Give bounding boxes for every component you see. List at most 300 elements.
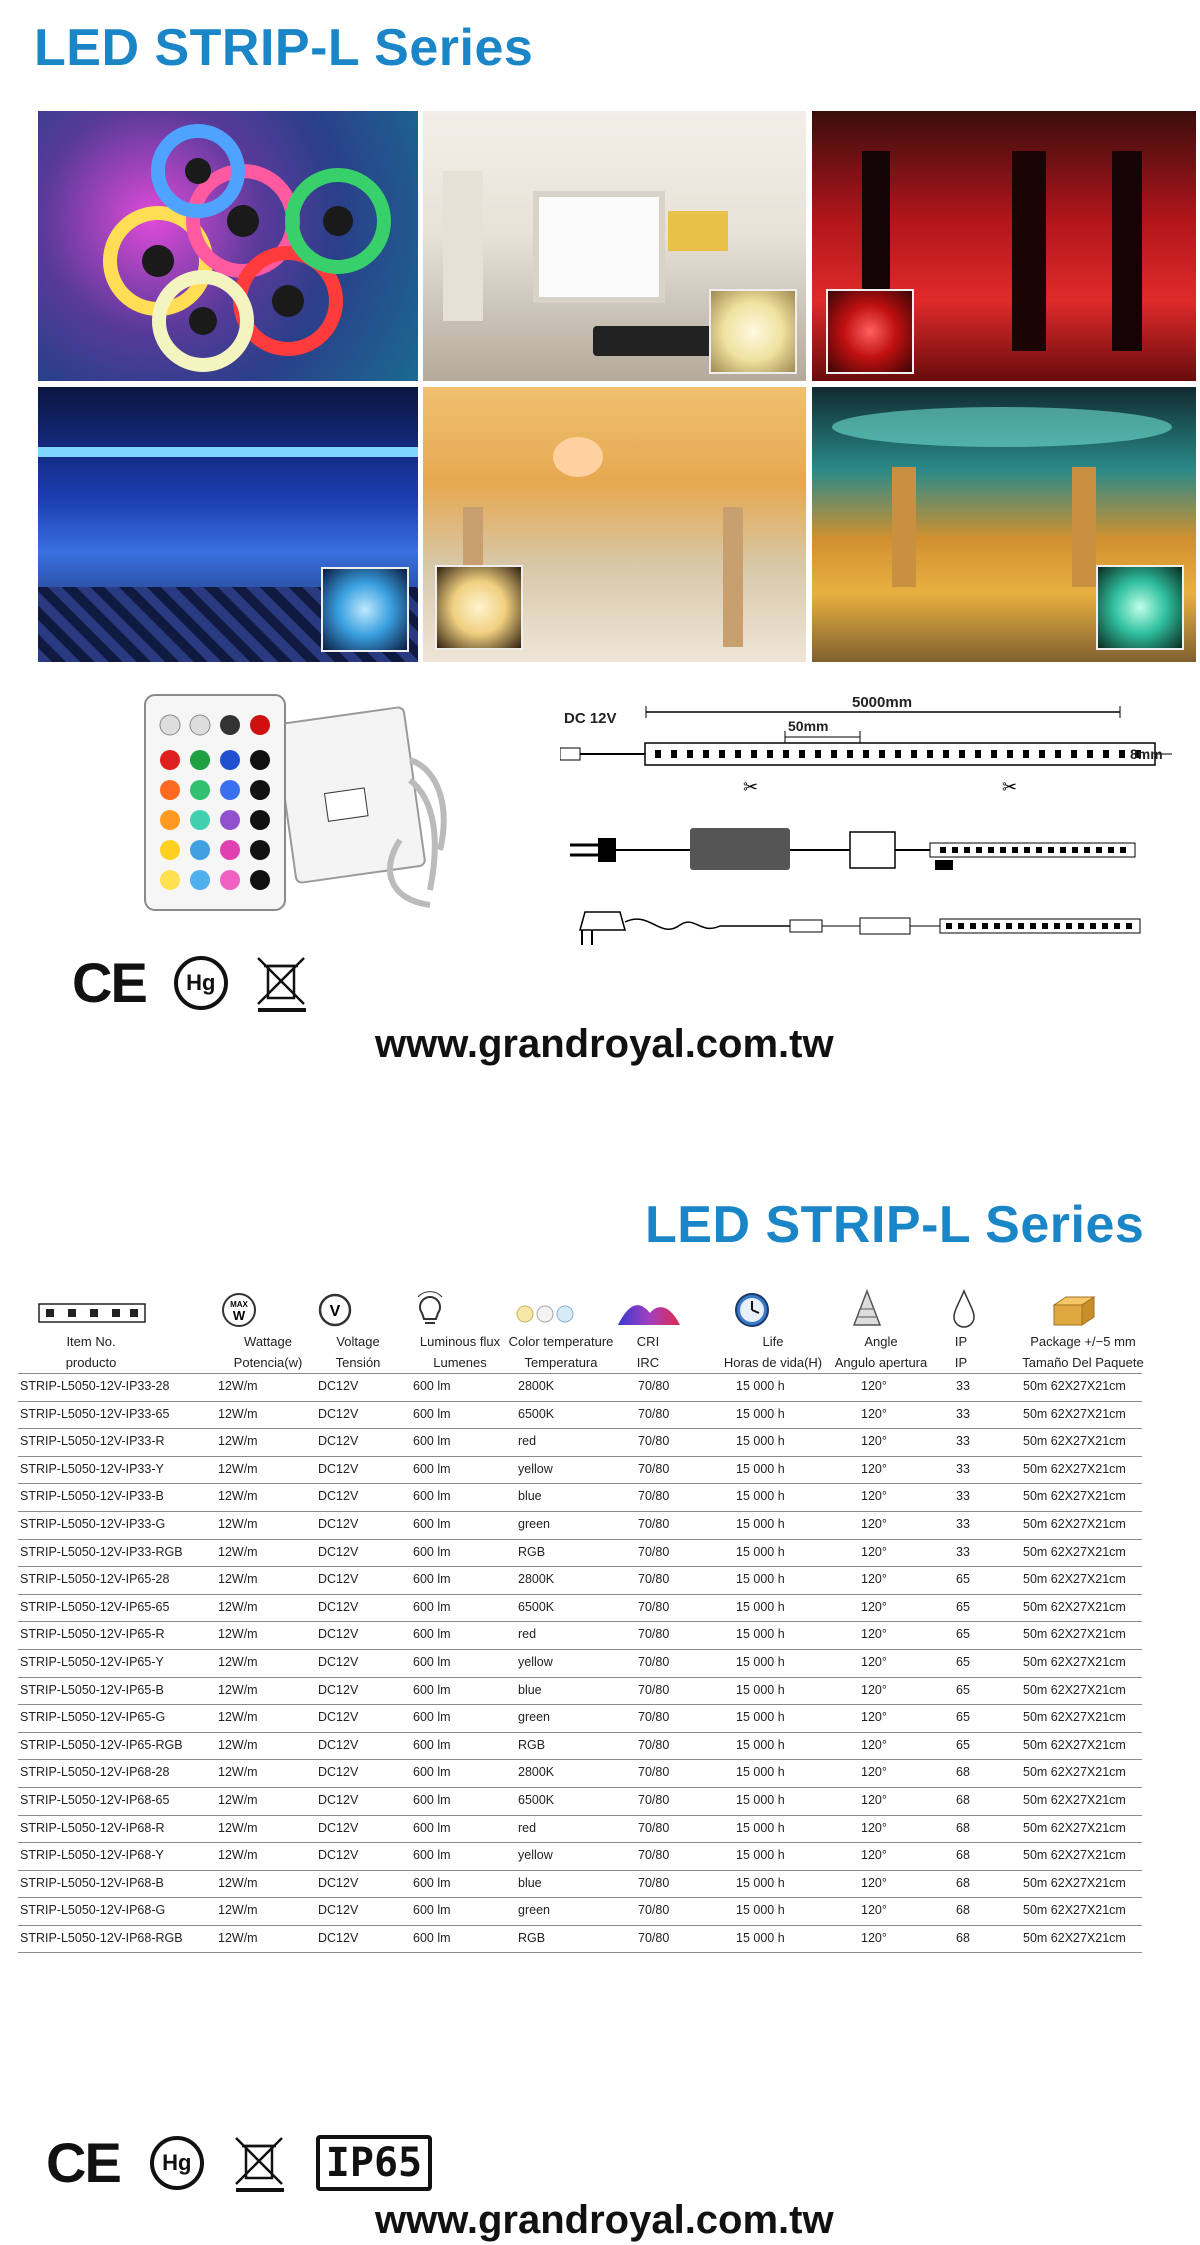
table-cell: 70/80 <box>638 1516 670 1531</box>
table-cell: 15 000 h <box>736 1489 785 1504</box>
photo-red-hall <box>812 111 1196 381</box>
table-cell: 50m 62X27X21cm <box>1023 1516 1126 1531</box>
table-cell: 120° <box>861 1406 887 1421</box>
table-cell: 33 <box>956 1489 970 1504</box>
table-header-icons <box>18 1283 1142 1331</box>
table-cell: 12W/m <box>218 1737 258 1752</box>
table-cell: yellow <box>518 1654 553 1669</box>
table-cell: DC12V <box>318 1710 359 1725</box>
header-label-es: Tamaño Del Paquete <box>1022 1355 1144 1370</box>
table-cell: green <box>518 1903 550 1918</box>
table-cell: 68 <box>956 1903 970 1918</box>
table-cell: 12W/m <box>218 1654 258 1669</box>
table-cell: 120° <box>861 1379 887 1393</box>
table-row <box>18 1457 1142 1485</box>
table-cell: 50m 62X27X21cm <box>1023 1434 1126 1449</box>
table-cell: 70/80 <box>638 1792 670 1807</box>
table-row <box>18 1678 1142 1706</box>
table-cell: 68 <box>956 1765 970 1780</box>
table-cell: 6500K <box>518 1406 555 1421</box>
drop-icon <box>952 1289 976 1329</box>
table-cell: DC12V <box>318 1820 359 1835</box>
svg-text:✂: ✂ <box>743 777 759 797</box>
table-cell: 15 000 h <box>736 1737 785 1752</box>
table-row <box>18 1898 1142 1926</box>
table-cell: 12W/m <box>218 1406 258 1421</box>
table-cell: STRIP-L5050-12V-IP68-65 <box>20 1792 170 1807</box>
table-cell: 12W/m <box>218 1765 258 1780</box>
table-cell: 50m 62X27X21cm <box>1023 1848 1126 1863</box>
table-cell: 12W/m <box>218 1792 258 1807</box>
table-cell: 120° <box>861 1461 887 1476</box>
header-cell <box>936 1331 986 1373</box>
header-label-es: Lumenes <box>433 1355 487 1370</box>
table-cell: 50m 62X27X21cm <box>1023 1765 1126 1780</box>
table-cell: DC12V <box>318 1627 359 1642</box>
table-cell: 50m 62X27X21cm <box>1023 1903 1126 1918</box>
table-cell: 65 <box>956 1572 970 1587</box>
table-cell: 70/80 <box>638 1737 670 1752</box>
clock-icon <box>733 1291 771 1329</box>
table-cell: 12W/m <box>218 1516 258 1531</box>
wattage-icon <box>220 1291 258 1329</box>
table-cell: DC12V <box>318 1434 359 1449</box>
table-row <box>18 1733 1142 1761</box>
table-cell: 120° <box>861 1710 887 1725</box>
table-cell: 15 000 h <box>736 1434 785 1449</box>
table-row <box>18 1788 1142 1816</box>
table-cell: red <box>518 1627 537 1642</box>
header-label-es: Angulo apertura <box>834 1355 928 1370</box>
table-cell: STRIP-L5050-12V-IP33-28 <box>20 1379 170 1393</box>
ce-mark-icon: CE <box>46 2131 120 2194</box>
table-cell: 600 lm <box>413 1572 451 1587</box>
table-cell: DC12V <box>318 1903 359 1918</box>
table-cell: 120° <box>861 1737 887 1752</box>
header-label-en: Item No. <box>66 1334 116 1349</box>
table-cell: blue <box>518 1875 542 1890</box>
header-label-es: IP <box>954 1355 968 1370</box>
angle-icon <box>852 1289 882 1329</box>
header-cell <box>36 1331 146 1373</box>
table-cell: RGB <box>518 1930 546 1945</box>
table-cell: 2800K <box>518 1379 555 1393</box>
table-cell: 600 lm <box>413 1875 451 1890</box>
table-cell: 120° <box>861 1544 887 1559</box>
page-title-secondary: LED STRIP-L Series <box>645 1196 1145 1254</box>
table-cell: 15 000 h <box>736 1461 785 1476</box>
table-cell: 120° <box>861 1930 887 1945</box>
table-cell: green <box>518 1516 550 1531</box>
table-cell: 15 000 h <box>736 1406 785 1421</box>
svg-text:MAX: MAX <box>230 1300 248 1309</box>
table-cell: STRIP-L5050-12V-IP65-Y <box>20 1654 164 1669</box>
header-label-es: Horas de vida(H) <box>723 1355 823 1370</box>
table-cell: 50m 62X27X21cm <box>1023 1710 1126 1725</box>
width-label: 8mm <box>1130 746 1163 762</box>
table-cell: 600 lm <box>413 1765 451 1780</box>
table-cell: 15 000 h <box>736 1627 785 1642</box>
table-cell: 12W/m <box>218 1682 258 1697</box>
weee-bin-icon <box>256 954 308 1012</box>
table-cell: 50m 62X27X21cm <box>1023 1792 1126 1807</box>
table-cell: 68 <box>956 1848 970 1863</box>
table-cell: 50m 62X27X21cm <box>1023 1820 1126 1835</box>
table-cell: green <box>518 1710 550 1725</box>
table-cell: 70/80 <box>638 1379 670 1393</box>
length-label: 5000mm <box>852 694 913 711</box>
table-cell: 6500K <box>518 1792 555 1807</box>
table-cell: 70/80 <box>638 1820 670 1835</box>
table-cell: STRIP-L5050-12V-IP68-G <box>20 1903 166 1918</box>
header-cell <box>496 1331 626 1373</box>
table-cell: 12W/m <box>218 1848 258 1863</box>
table-cell: 50m 62X27X21cm <box>1023 1599 1126 1614</box>
table-cell: STRIP-L5050-12V-IP68-RGB <box>20 1930 183 1945</box>
table-row <box>18 1540 1142 1568</box>
table-cell: 50m 62X27X21cm <box>1023 1544 1126 1559</box>
photo-living-room <box>423 111 806 381</box>
table-cell: 68 <box>956 1792 970 1807</box>
table-cell: DC12V <box>318 1516 359 1531</box>
header-label-en: Wattage <box>244 1334 292 1349</box>
table-cell: 600 lm <box>413 1406 451 1421</box>
table-row <box>18 1843 1142 1871</box>
table-cell: 12W/m <box>218 1489 258 1504</box>
table-cell: 12W/m <box>218 1544 258 1559</box>
table-cell: 70/80 <box>638 1434 670 1449</box>
table-cell: 12W/m <box>218 1572 258 1587</box>
table-cell: 50m 62X27X21cm <box>1023 1379 1126 1393</box>
table-cell: STRIP-L5050-12V-IP65-65 <box>20 1599 170 1614</box>
table-cell: 12W/m <box>218 1930 258 1945</box>
table-cell: 50m 62X27X21cm <box>1023 1654 1126 1669</box>
svg-text:V: V <box>329 1303 341 1320</box>
table-cell: yellow <box>518 1848 553 1863</box>
table-cell: STRIP-L5050-12V-IP65-RGB <box>20 1737 183 1752</box>
table-cell: 120° <box>861 1434 887 1449</box>
table-cell: 600 lm <box>413 1903 451 1918</box>
table-cell: 70/80 <box>638 1903 670 1918</box>
table-cell: 33 <box>956 1406 970 1421</box>
table-cell: 600 lm <box>413 1434 451 1449</box>
table-row <box>18 1760 1142 1788</box>
table-cell: 15 000 h <box>736 1516 785 1531</box>
table-cell: 12W/m <box>218 1820 258 1835</box>
header-label-es: Tensión <box>335 1355 381 1370</box>
table-cell: DC12V <box>318 1682 359 1697</box>
table-cell: 15 000 h <box>736 1765 785 1780</box>
table-cell: 70/80 <box>638 1572 670 1587</box>
table-cell: 12W/m <box>218 1903 258 1918</box>
table-cell: STRIP-L5050-12V-IP68-R <box>20 1820 165 1835</box>
table-cell: 600 lm <box>413 1848 451 1863</box>
table-cell: 120° <box>861 1572 887 1587</box>
table-cell: 15 000 h <box>736 1820 785 1835</box>
ip65-badge: IP65 <box>316 2135 432 2191</box>
table-cell: 15 000 h <box>736 1930 785 1945</box>
table-row <box>18 1816 1142 1844</box>
header-label-es: IRC <box>636 1355 660 1370</box>
package-icon <box>1050 1295 1096 1327</box>
table-cell: 50m 62X27X21cm <box>1023 1737 1126 1752</box>
header-label-en: Angle <box>864 1334 898 1349</box>
table-cell: 50m 62X27X21cm <box>1023 1489 1126 1504</box>
table-cell: 65 <box>956 1627 970 1642</box>
cri-icon <box>616 1299 682 1327</box>
website-url-top[interactable]: www.grandroyal.com.tw <box>375 1022 834 1066</box>
table-cell: 600 lm <box>413 1737 451 1752</box>
table-cell: 600 lm <box>413 1489 451 1504</box>
table-cell: 120° <box>861 1627 887 1642</box>
table-cell: 120° <box>861 1489 887 1504</box>
table-cell: 70/80 <box>638 1875 670 1890</box>
table-cell: 70/80 <box>638 1682 670 1697</box>
table-cell: blue <box>518 1489 542 1504</box>
table-cell: 15 000 h <box>736 1903 785 1918</box>
table-cell: 70/80 <box>638 1544 670 1559</box>
table-cell: 70/80 <box>638 1654 670 1669</box>
table-cell: 65 <box>956 1710 970 1725</box>
table-cell: 33 <box>956 1544 970 1559</box>
table-body <box>18 1373 1142 1953</box>
table-row <box>18 1926 1142 1954</box>
table-cell: DC12V <box>318 1930 359 1945</box>
table-cell: 50m 62X27X21cm <box>1023 1406 1126 1421</box>
header-label-en: Voltage <box>336 1334 380 1349</box>
table-cell: 600 lm <box>413 1682 451 1697</box>
segment-label: 50mm <box>788 718 829 734</box>
table-cell: 120° <box>861 1516 887 1531</box>
header-label-en: Life <box>762 1334 784 1349</box>
table-cell: DC12V <box>318 1489 359 1504</box>
table-cell: 15 000 h <box>736 1875 785 1890</box>
table-cell: DC12V <box>318 1406 359 1421</box>
table-cell: STRIP-L5050-12V-IP65-R <box>20 1627 165 1642</box>
table-row <box>18 1402 1142 1430</box>
table-row <box>18 1705 1142 1733</box>
header-cell <box>1008 1331 1158 1373</box>
header-label-en: CRI <box>636 1334 660 1349</box>
table-cell: 68 <box>956 1930 970 1945</box>
table-cell: 70/80 <box>638 1599 670 1614</box>
table-cell: 15 000 h <box>736 1710 785 1725</box>
table-cell: 50m 62X27X21cm <box>1023 1875 1126 1890</box>
table-row <box>18 1373 1142 1402</box>
table-cell: 600 lm <box>413 1544 451 1559</box>
table-cell: 15 000 h <box>736 1544 785 1559</box>
table-cell: 33 <box>956 1434 970 1449</box>
page-title: LED STRIP-L Series <box>34 19 534 77</box>
table-cell: 120° <box>861 1682 887 1697</box>
header-cell <box>718 1331 828 1373</box>
table-cell: 68 <box>956 1875 970 1890</box>
table-cell: 70/80 <box>638 1406 670 1421</box>
photo-pool <box>812 387 1196 662</box>
table-cell: 600 lm <box>413 1627 451 1642</box>
table-cell: 600 lm <box>413 1654 451 1669</box>
table-cell: DC12V <box>318 1654 359 1669</box>
table-cell: 12W/m <box>218 1379 258 1393</box>
table-cell: 600 lm <box>413 1461 451 1476</box>
led-strip-icon <box>38 1301 146 1325</box>
hg-free-icon: Hg <box>150 2136 204 2190</box>
table-cell: DC12V <box>318 1848 359 1863</box>
table-cell: 600 lm <box>413 1379 451 1393</box>
table-cell: 120° <box>861 1599 887 1614</box>
header-cell <box>228 1331 308 1373</box>
table-row <box>18 1650 1142 1678</box>
table-cell: 70/80 <box>638 1930 670 1945</box>
voltage-icon <box>316 1291 354 1329</box>
table-cell: 33 <box>956 1379 970 1393</box>
header-label-en: IP <box>954 1334 968 1349</box>
table-row <box>18 1871 1142 1899</box>
header-cell <box>826 1331 936 1373</box>
wiring-diagram <box>560 690 1180 980</box>
voltage-label: DC 12V <box>564 710 617 727</box>
header-cell <box>410 1331 510 1373</box>
table-cell: 600 lm <box>413 1710 451 1725</box>
table-cell: STRIP-L5050-12V-IP65-28 <box>20 1572 170 1587</box>
table-cell: 50m 62X27X21cm <box>1023 1682 1126 1697</box>
spec-table <box>18 1283 1142 1953</box>
table-cell: 15 000 h <box>736 1379 785 1393</box>
table-row <box>18 1512 1142 1540</box>
table-cell: 15 000 h <box>736 1572 785 1587</box>
table-cell: 600 lm <box>413 1792 451 1807</box>
header-cell <box>618 1331 678 1373</box>
table-cell: 70/80 <box>638 1765 670 1780</box>
table-cell: STRIP-L5050-12V-IP33-G <box>20 1516 166 1531</box>
table-cell: DC12V <box>318 1737 359 1752</box>
table-cell: 70/80 <box>638 1848 670 1863</box>
table-cell: STRIP-L5050-12V-IP65-G <box>20 1710 166 1725</box>
header-label-en: Color temperature <box>508 1334 614 1349</box>
table-cell: 68 <box>956 1820 970 1835</box>
bulb-icon <box>410 1289 450 1329</box>
table-cell: 65 <box>956 1654 970 1669</box>
table-cell: DC12V <box>318 1599 359 1614</box>
header-cell <box>318 1331 398 1373</box>
header-label-en: Package +/−5 mm <box>1030 1334 1136 1349</box>
table-cell: red <box>518 1434 537 1449</box>
table-cell: STRIP-L5050-12V-IP68-28 <box>20 1765 170 1780</box>
photo-blue-club <box>38 387 418 662</box>
table-cell: 15 000 h <box>736 1682 785 1697</box>
table-cell: 12W/m <box>218 1875 258 1890</box>
header-label-es: producto <box>65 1355 117 1370</box>
table-cell: STRIP-L5050-12V-IP33-R <box>20 1434 165 1449</box>
table-cell: 120° <box>861 1903 887 1918</box>
table-cell: STRIP-L5050-12V-IP33-RGB <box>20 1544 183 1559</box>
table-cell: STRIP-L5050-12V-IP33-Y <box>20 1461 164 1476</box>
table-row <box>18 1484 1142 1512</box>
table-cell: 12W/m <box>218 1434 258 1449</box>
table-cell: 120° <box>861 1875 887 1890</box>
table-cell: 12W/m <box>218 1599 258 1614</box>
table-cell: 120° <box>861 1792 887 1807</box>
table-cell: 50m 62X27X21cm <box>1023 1461 1126 1476</box>
photo-rgb-reels <box>38 111 418 381</box>
table-row <box>18 1622 1142 1650</box>
table-cell: RGB <box>518 1544 546 1559</box>
table-cell: 600 lm <box>413 1820 451 1835</box>
table-header <box>18 1331 1142 1373</box>
table-cell: 65 <box>956 1737 970 1752</box>
website-url-bottom[interactable]: www.grandroyal.com.tw <box>375 2198 834 2242</box>
table-cell: 65 <box>956 1682 970 1697</box>
table-cell: blue <box>518 1682 542 1697</box>
svg-text:W: W <box>232 1308 246 1323</box>
table-cell: 15 000 h <box>736 1599 785 1614</box>
table-cell: red <box>518 1820 537 1835</box>
table-cell: STRIP-L5050-12V-IP33-B <box>20 1489 164 1504</box>
table-cell: 50m 62X27X21cm <box>1023 1572 1126 1587</box>
table-cell: 70/80 <box>638 1710 670 1725</box>
table-cell: STRIP-L5050-12V-IP68-Y <box>20 1848 164 1863</box>
table-cell: 70/80 <box>638 1489 670 1504</box>
table-cell: 120° <box>861 1820 887 1835</box>
weee-bin-icon <box>234 2134 286 2192</box>
table-cell: 15 000 h <box>736 1792 785 1807</box>
table-row <box>18 1567 1142 1595</box>
table-cell: 120° <box>861 1765 887 1780</box>
color-temp-icon <box>515 1303 577 1325</box>
photo-warm-lobby <box>423 387 806 662</box>
ce-mark-icon: CE <box>72 951 146 1014</box>
header-label-en: Luminous flux <box>419 1334 501 1349</box>
table-cell: 12W/m <box>218 1710 258 1725</box>
table-cell: 33 <box>956 1516 970 1531</box>
remote-controller-image <box>140 690 460 920</box>
table-cell: STRIP-L5050-12V-IP68-B <box>20 1875 164 1890</box>
table-cell: STRIP-L5050-12V-IP65-B <box>20 1682 164 1697</box>
table-cell: 6500K <box>518 1599 555 1614</box>
table-cell: 33 <box>956 1461 970 1476</box>
table-cell: 50m 62X27X21cm <box>1023 1930 1126 1945</box>
table-cell: DC12V <box>318 1544 359 1559</box>
table-cell: 50m 62X27X21cm <box>1023 1627 1126 1642</box>
table-row <box>18 1595 1142 1623</box>
table-cell: 12W/m <box>218 1461 258 1476</box>
table-cell: 2800K <box>518 1572 555 1587</box>
table-cell: 65 <box>956 1599 970 1614</box>
table-cell: DC12V <box>318 1461 359 1476</box>
certifications-bottom <box>46 2130 432 2195</box>
table-cell: DC12V <box>318 1379 359 1393</box>
table-cell: DC12V <box>318 1765 359 1780</box>
table-cell: 12W/m <box>218 1627 258 1642</box>
table-cell: DC12V <box>318 1875 359 1890</box>
table-cell: 120° <box>861 1654 887 1669</box>
header-label-es: Temperatura <box>524 1355 598 1370</box>
header-label-es: Potencia(w) <box>233 1355 303 1370</box>
table-row <box>18 1429 1142 1457</box>
table-cell: yellow <box>518 1461 553 1476</box>
table-cell: 120° <box>861 1848 887 1863</box>
table-cell: 70/80 <box>638 1461 670 1476</box>
table-cell: RGB <box>518 1737 546 1752</box>
table-cell: 15 000 h <box>736 1848 785 1863</box>
table-cell: 600 lm <box>413 1516 451 1531</box>
table-cell: DC12V <box>318 1792 359 1807</box>
table-cell: 600 lm <box>413 1599 451 1614</box>
table-cell: DC12V <box>318 1572 359 1587</box>
certifications-top <box>72 950 308 1015</box>
table-cell: 600 lm <box>413 1930 451 1945</box>
table-cell: 2800K <box>518 1765 555 1780</box>
